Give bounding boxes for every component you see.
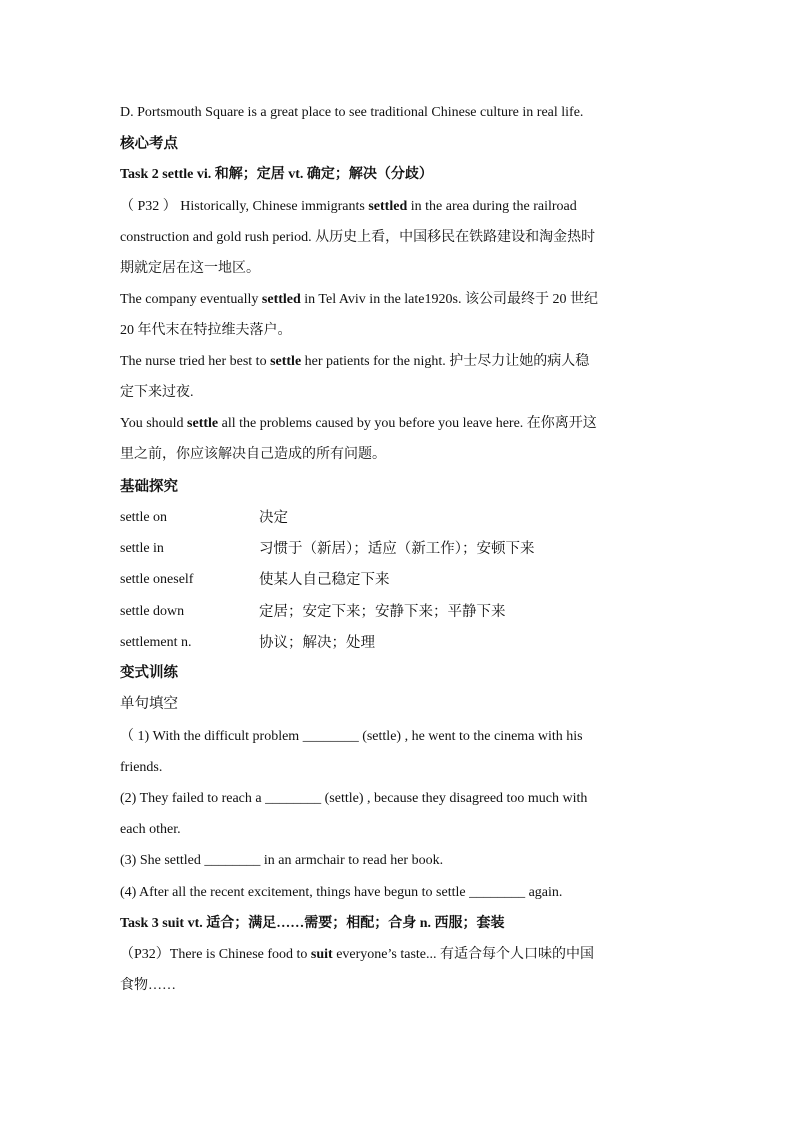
question-1-line-2: friends. <box>120 760 163 775</box>
phrase-term: settlement n. <box>120 635 192 650</box>
section-heading-core: 核心考点 <box>120 136 178 152</box>
question-2-line-2: each other. <box>120 822 181 837</box>
text: The company eventually <box>120 292 262 307</box>
text: The nurse tried her best to <box>120 354 271 369</box>
phrase-meaning: 使某人自己稳定下来 <box>259 572 390 588</box>
text: in Tel Aviv in the late1920s. 该公司最终于 20 世纪 <box>300 292 598 307</box>
example-2-line-1 <box>120 291 676 309</box>
phrase-row <box>120 508 676 528</box>
text: （ P32 ） Historically, Chinese immigrants <box>120 199 369 214</box>
keyword: settle <box>270 354 302 369</box>
task3-heading: Task 3 suit vt. 适合；满足……需要；相配；合身 n. 西服；套装 <box>120 916 505 931</box>
phrase-meaning: 习惯于（新居）；适应（新工作）；安顿下来 <box>259 541 535 557</box>
example-1-line-3: 期就定居在这一地区。 <box>120 261 260 276</box>
keyword: settle <box>187 416 219 431</box>
phrase-row <box>120 602 676 622</box>
answer-option-d: D. Portsmouth Square is a great place to see traditional Chinese culture in real life. <box>120 105 584 120</box>
text: in the area during the railroad <box>407 199 577 214</box>
phrase-term: settle oneself <box>120 572 194 587</box>
example-2-line-2: 20 年代末在特拉维夫落户。 <box>120 323 292 338</box>
text: her patients for the night. 护士尽力让她的病人稳 <box>301 354 590 369</box>
phrase-meaning: 决定 <box>259 510 288 526</box>
example-3-line-2: 定下来过夜. <box>120 385 194 400</box>
example-3-line-1 <box>120 353 676 371</box>
keyword: settled <box>368 199 408 214</box>
example-5-line-1 <box>120 946 676 964</box>
phrase-row <box>120 633 676 653</box>
phrase-meaning: 定居；安定下来；安静下来；平静下来 <box>259 604 506 620</box>
phrase-term: settle down <box>120 604 185 619</box>
phrase-row <box>120 570 676 590</box>
text: all the problems caused by you before you leave here. 在你离开这 <box>218 416 597 431</box>
phrase-meaning: 协议；解决；处理 <box>259 635 375 651</box>
example-5-line-2: 食物…… <box>120 978 176 993</box>
question-2-line-1: (2) They failed to reach a ________ (settle) , because they disagreed too much with <box>120 791 588 806</box>
keyword: settled <box>261 292 301 307</box>
example-1-line-1 <box>120 198 676 216</box>
text: You should <box>120 416 188 431</box>
phrase-term: settle in <box>120 541 164 556</box>
section-heading-variant: 变式训练 <box>120 665 178 681</box>
fill-in-title: 单句填空 <box>120 696 178 712</box>
text: （P32）There is Chinese food to <box>120 947 311 962</box>
example-1-line-2: construction and gold rush period. 从历史上看，中国移民在铁路建设和淘金热时 <box>120 230 596 245</box>
question-4: (4) After all the recent excitement, things have begun to settle ________ again. <box>120 885 563 900</box>
text: everyone’s taste... 有适合每个人口味的中国 <box>332 947 595 962</box>
phrase-row <box>120 539 676 559</box>
question-1-line-1: （ 1) With the difficult problem ________ (settle) , he went to the cinema with his <box>120 729 583 744</box>
section-heading-basic: 基础探究 <box>120 479 178 495</box>
example-4-line-2: 里之前，你应该解决自己造成的所有问题。 <box>120 447 386 462</box>
question-3: (3) She settled ________ in an armchair to read her book. <box>120 853 444 868</box>
phrase-term: settle on <box>120 510 168 525</box>
example-4-line-1 <box>120 415 676 433</box>
task2-heading: Task 2 settle vi. 和解；定居 vt. 确定；解决（分歧） <box>120 167 433 182</box>
keyword: suit <box>310 947 333 962</box>
